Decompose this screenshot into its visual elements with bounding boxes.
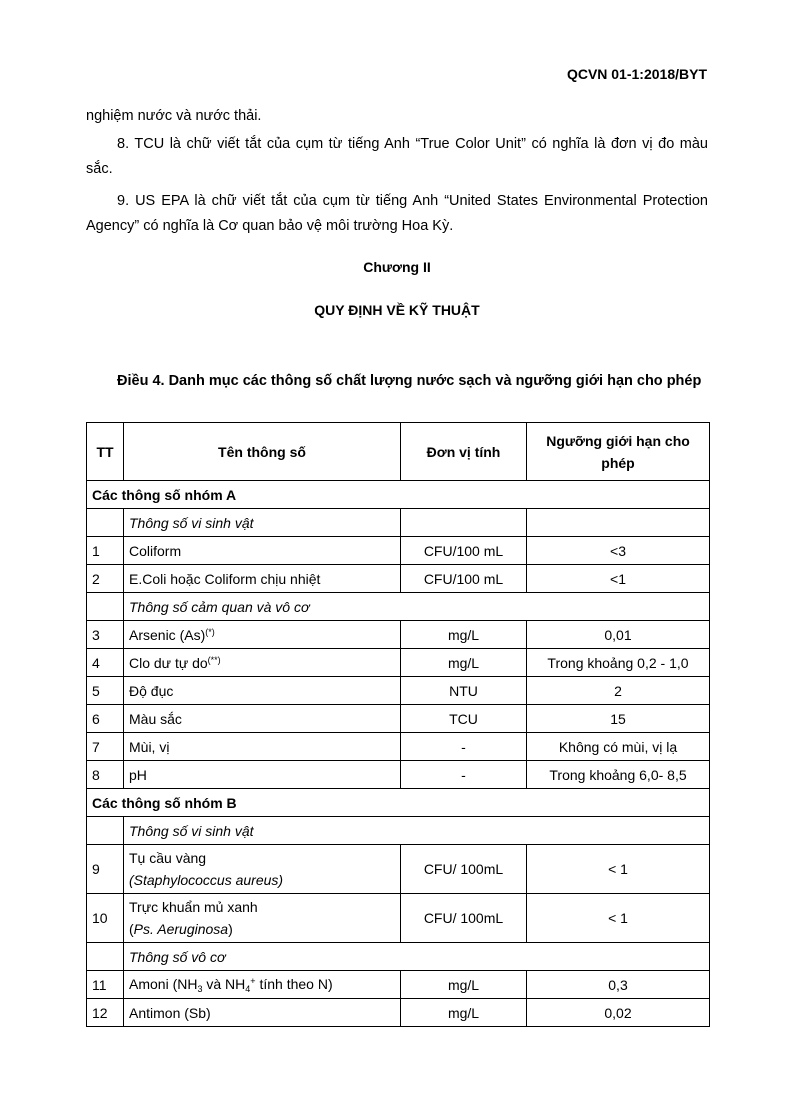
cell-tt: 1: [87, 537, 124, 565]
cell-name: Coliform: [124, 537, 401, 565]
cell-unit: NTU: [401, 677, 527, 705]
cell-unit: CFU/100 mL: [401, 537, 527, 565]
group-row: [87, 789, 710, 817]
cell-name: [124, 894, 401, 943]
article-heading: Điều 4. Danh mục các thông số chất lượng nước sạch và ngưỡng giới hạn cho phép: [117, 373, 702, 389]
cell-tt: 6: [87, 705, 124, 733]
cell-unit: mg/L: [401, 649, 527, 677]
cell-unit: mg/L: [401, 971, 527, 999]
cell-unit: CFU/ 100mL: [401, 845, 527, 894]
paragraph-item-8: 8. TCU là chữ viết tắt của cụm từ tiếng Anh “True Color Unit” có nghĩa là đơn vị đo màu sắc.: [86, 136, 708, 177]
table-row: [87, 565, 710, 593]
param-name-part: Amoni (NH: [129, 975, 198, 992]
subgroup-label: Thông số vi sinh vật: [124, 509, 401, 537]
cell-name: [124, 621, 401, 649]
subgroup-row: [87, 817, 710, 845]
cell-tt: 3: [87, 621, 124, 649]
chapter-title: QUY ĐỊNH VỀ KỸ THUẬT: [314, 302, 480, 318]
cell-name: Màu sắc: [124, 705, 401, 733]
paragraph-continuation: nghiệm nước và nước thải.: [86, 108, 262, 124]
param-name: Clo dư tự do: [129, 654, 208, 671]
cell-tt: 8: [87, 761, 124, 789]
scientific-name: Ps. Aeruginosa: [133, 921, 229, 937]
cell-limit: < 1: [527, 894, 710, 943]
header-name: Tên thông số: [124, 423, 401, 481]
cell-tt: 10: [87, 894, 124, 943]
param-name-part: và NH: [202, 975, 246, 992]
cell-unit: -: [401, 733, 527, 761]
group-b-label: Các thông số nhóm B: [87, 789, 710, 817]
cell-limit: 0,02: [527, 999, 710, 1027]
cell-name: [124, 971, 401, 999]
cell-tt: 5: [87, 677, 124, 705]
table-row: [87, 733, 710, 761]
cell-tt: 7: [87, 733, 124, 761]
cell-unit: mg/L: [401, 621, 527, 649]
cell-tt: 4: [87, 649, 124, 677]
group-a-label: Các thông số nhóm A: [87, 481, 710, 509]
paren-close: ): [228, 921, 233, 937]
param-name: Trực khuẩn mủ xanh: [129, 899, 258, 915]
cell-name: [124, 845, 401, 894]
subgroup-row: [87, 593, 710, 621]
cell-unit: TCU: [401, 705, 527, 733]
cell-name: [124, 649, 401, 677]
standard-code: QCVN 01-1:2018/BYT: [566, 66, 707, 82]
chapter-label: Chương II: [363, 259, 431, 275]
subscript: 3: [197, 983, 203, 994]
cell-limit: 0,3: [527, 971, 710, 999]
cell-limit: < 1: [527, 845, 710, 894]
table-row: [87, 761, 710, 789]
footnote-mark: (**): [207, 654, 221, 665]
cell-limit: Trong khoảng 0,2 - 1,0: [527, 649, 710, 677]
subgroup-row: [87, 509, 710, 537]
cell-unit: CFU/ 100mL: [401, 894, 527, 943]
table-row: [87, 649, 710, 677]
table-row: [87, 621, 710, 649]
cell-unit: -: [401, 761, 527, 789]
cell-limit: Trong khoảng 6,0- 8,5: [527, 761, 710, 789]
cell-limit: 2: [527, 677, 710, 705]
table-row: [87, 705, 710, 733]
table-row: [87, 537, 710, 565]
header-limit: Ngưỡng giới hạn cho phép: [527, 423, 710, 481]
group-row: [87, 481, 710, 509]
subgroup-label: Thông số vô cơ: [124, 943, 710, 971]
scientific-name: (Staphylococcus aureus): [129, 872, 284, 888]
cell-unit: mg/L: [401, 999, 527, 1027]
table-header-row: [87, 423, 710, 481]
cell-limit: 0,01: [527, 621, 710, 649]
cell-tt: 9: [87, 845, 124, 894]
table-row: [87, 894, 710, 943]
cell-limit: Không có mùi, vị lạ: [527, 733, 710, 761]
table-row: [87, 971, 710, 999]
param-name-part: tính theo N): [255, 975, 333, 992]
table-row: [87, 999, 710, 1027]
cell-unit: CFU/100 mL: [401, 565, 527, 593]
cell-name: Mùi, vị: [124, 733, 401, 761]
cell-name: Antimon (Sb): [124, 999, 401, 1027]
table-row: [87, 845, 710, 894]
param-name: Arsenic (As): [129, 626, 206, 643]
param-name: Tụ cầu vàng: [129, 850, 207, 866]
cell-tt: 2: [87, 565, 124, 593]
subgroup-label: Thông số vi sinh vật: [124, 817, 710, 845]
subgroup-label: Thông số cảm quan và vô cơ: [124, 593, 710, 621]
cell-tt: 12: [87, 999, 124, 1027]
parameters-table: [86, 422, 710, 1027]
subgroup-row: [87, 943, 710, 971]
cell-name: pH: [124, 761, 401, 789]
header-unit: Đơn vị tính: [401, 423, 527, 481]
subscript: 4: [245, 983, 251, 994]
cell-tt: 11: [87, 971, 124, 999]
paren-open: (: [129, 921, 134, 937]
superscript: +: [250, 975, 256, 986]
cell-name: E.Coli hoặc Coliform chịu nhiệt: [124, 565, 401, 593]
cell-limit: 15: [527, 705, 710, 733]
cell-limit: <3: [527, 537, 710, 565]
header-tt: TT: [87, 423, 124, 481]
table-row: [87, 677, 710, 705]
paragraph-item-9: 9. US EPA là chữ viết tắt của cụm từ tiếng Anh “United States Environmental Protection Agency” có nghĩa là Cơ quan bảo vệ môi trường Hoa Kỳ.: [86, 193, 708, 234]
footnote-mark: (*): [205, 626, 215, 637]
cell-name: Độ đục: [124, 677, 401, 705]
cell-limit: <1: [527, 565, 710, 593]
